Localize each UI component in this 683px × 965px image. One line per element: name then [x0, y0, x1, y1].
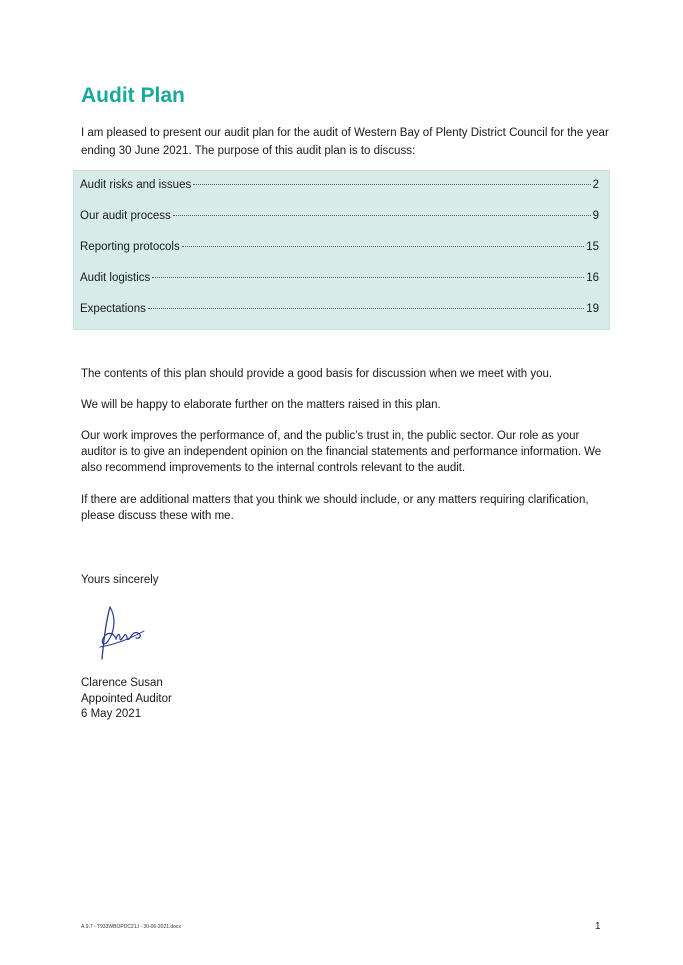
toc-entry-label: Audit logistics — [80, 272, 151, 284]
toc-entry-page: 2 — [592, 179, 599, 191]
toc-entry-page: 9 — [592, 210, 599, 222]
toc-entry-page: 16 — [586, 272, 599, 284]
toc-entry[interactable] — [80, 177, 599, 208]
toc-entry[interactable] — [80, 301, 599, 332]
body-paragraph: We will be happy to elaborate further on the matters raised in this plan. — [81, 399, 441, 411]
toc-entry-page: 19 — [586, 303, 599, 315]
page-title: Audit Plan — [81, 84, 185, 107]
body-paragraph: If there are additional matters that you think we should include, or any matters requiring clarification, please discuss these with me. — [81, 494, 589, 522]
toc-entry[interactable] — [80, 208, 599, 239]
intro-paragraph: I am pleased to present our audit plan for the audit of Western Bay of Plenty District Council for the year ending 30 June 2021. The purpose of this audit plan is to discuss: — [81, 127, 609, 157]
signature-block — [81, 676, 172, 723]
body-paragraph: The contents of this plan should provide a good basis for discussion when we meet with you. — [81, 368, 553, 380]
signatory-name: Clarence Susan — [81, 677, 163, 689]
toc-entry[interactable] — [80, 270, 599, 301]
table-of-contents — [73, 170, 610, 330]
signature-date: 6 May 2021 — [81, 708, 142, 720]
toc-entry-label: Reporting protocols — [80, 241, 180, 253]
footer-document-reference: A.9.7 - T933WBOPDC21J - 30-06-2021.docx — [81, 924, 181, 930]
toc-entry-label: Our audit process — [80, 210, 171, 222]
body-paragraph: Our work improves the performance of, and the public’s trust in, the public sector. Our role as your auditor is to give an independent opinion on the financial statements and performance information. We also recommend improvements to the internal controls relevant to the audit. — [81, 430, 602, 474]
toc-entry[interactable] — [80, 239, 599, 270]
toc-leader-dots — [193, 184, 590, 185]
toc-leader-dots — [152, 277, 584, 278]
handwritten-signature — [96, 603, 148, 663]
page-number: 1 — [595, 921, 601, 932]
toc-entry-label: Expectations — [80, 303, 146, 315]
toc-leader-dots — [173, 215, 591, 216]
toc-leader-dots — [182, 246, 584, 247]
toc-leader-dots — [148, 308, 584, 309]
toc-entry-page: 15 — [586, 241, 599, 253]
signatory-role: Appointed Auditor — [81, 692, 172, 705]
toc-entry-label: Audit risks and issues — [80, 179, 192, 191]
closing-salutation: Yours sincerely — [81, 574, 159, 586]
